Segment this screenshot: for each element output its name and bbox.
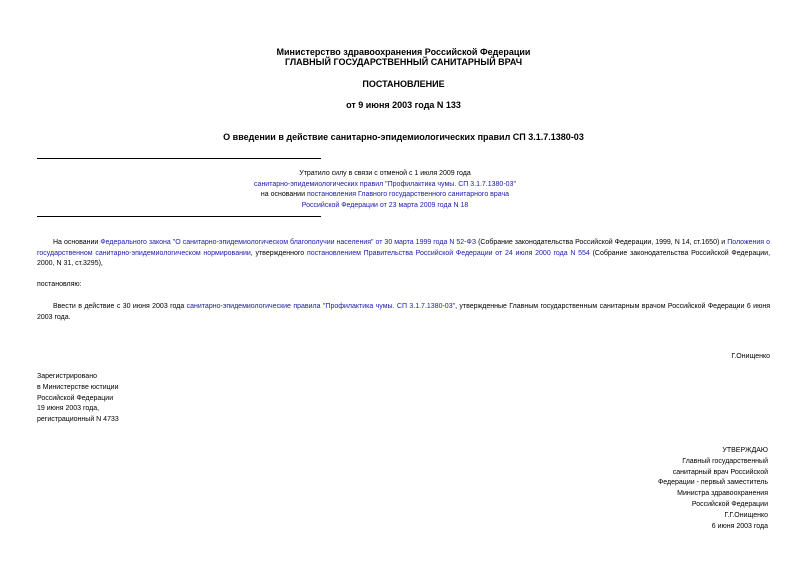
registration-line: Российской Федерации	[37, 394, 114, 402]
basis-text-4: (Собрание законодательства Российской Федерации, 2000, N 31, ст.3295),	[37, 249, 771, 267]
basis-link-federal-law[interactable]: Федерального закона "О санитарно-эпидемиологическом благополучии населения" от 30 марта 1999 года N 52-ФЗ	[100, 239, 477, 246]
notice-link-decree[interactable]: постановления Главного государственного санитарного врача	[306, 191, 510, 198]
approval-line: Г.Г.Онищенко	[724, 511, 768, 519]
notice-line-1: Утратило силу в связи с отменой с 1 июля 2009 года	[299, 170, 471, 177]
ministry-heading: Министерство здравоохранения Российской Федерации	[276, 47, 531, 57]
doc-type-heading: ПОСТАНОВЛЕНИЕ	[362, 79, 445, 89]
decree-word: постановляю:	[37, 281, 82, 288]
registration-line: в Министерстве юстиции	[37, 383, 119, 391]
repeal-notice	[205, 169, 565, 211]
approval-line: Федерации - первый заместитель	[657, 479, 768, 487]
enact-link-rules[interactable]: санитарно-эпидемиологические правила "Профилактика чумы. СП 3.1.7.1380-03"	[186, 303, 456, 310]
basis-text-2: (Собрание законодательства Российской Федерации, 1999, N 14, ст.1650) и	[476, 239, 728, 246]
approval-line: Главный государственный	[682, 457, 768, 465]
enact-text-1: Ввести в действие с 30 июня 2003 года	[53, 303, 187, 310]
document-title: О введении в действие санитарно-эпидемиологических правил СП 3.1.7.1380-03	[223, 132, 584, 142]
notice-link-rules[interactable]: санитарно-эпидемиологических правил "Профилактика чумы. СП 3.1.7.1380-03"	[254, 180, 516, 188]
approval-line: УТВЕРЖДАЮ	[722, 447, 768, 454]
notice-link-decree-date[interactable]: Российской Федерации от 23 марта 2009 года N 18	[301, 201, 469, 209]
enact-text-2: , утвержденные Главным государственным санитарным врачом Российской Федерации 6 июня 2003 года.	[37, 303, 770, 321]
date-number-heading: от 9 июня 2003 года N 133	[346, 100, 461, 110]
basis-paragraph	[37, 238, 770, 270]
bottom-divider	[37, 216, 321, 217]
registration-block	[37, 372, 119, 426]
approval-line: Министра здравоохранения	[677, 490, 768, 498]
registration-line: Зарегистрировано	[37, 373, 97, 380]
basis-link-government-decree[interactable]: постановлением Правительства Российской Федерации от 24 июля 2000 года N 554	[306, 249, 590, 257]
approval-line: санитарный врач Российской	[672, 468, 768, 476]
basis-text-3: , утвержденного	[250, 249, 307, 257]
signature: Г.Онищенко	[731, 353, 770, 360]
registration-line: 19 июня 2003 года,	[37, 405, 100, 413]
notice-prefix: на основании	[260, 191, 307, 198]
top-divider	[37, 158, 321, 159]
basis-link-regulation[interactable]: Положения о государственном санитарно-эпидемиологическом нормировании	[37, 239, 770, 257]
basis-text-1: На основании	[53, 239, 101, 246]
enact-paragraph	[37, 302, 770, 323]
approval-line: 6 июня 2003 года	[711, 522, 768, 530]
approval-block	[600, 446, 768, 532]
registration-line: регистрационный N 4733	[37, 416, 119, 424]
approval-line: Российской Федерации	[691, 500, 768, 508]
office-heading: ГЛАВНЫЙ ГОСУДАРСТВЕННЫЙ САНИТАРНЫЙ ВРАЧ	[284, 57, 523, 67]
